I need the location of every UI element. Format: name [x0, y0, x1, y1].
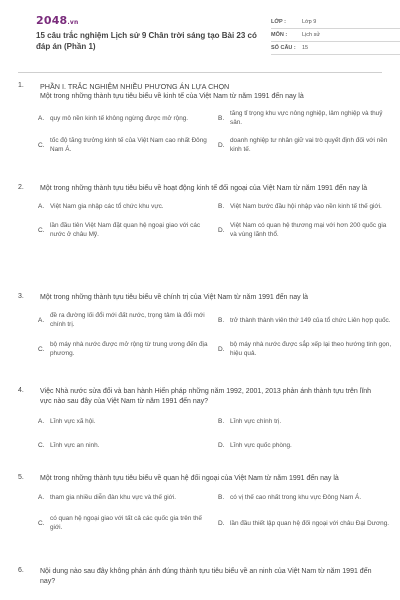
option-b[interactable]	[218, 109, 394, 127]
question-4	[18, 387, 382, 450]
meta-row-class	[271, 16, 400, 29]
option-letter: A.	[38, 418, 45, 425]
option-text: bộ máy nhà nước được mở rộng từ trung ương đến địa phương.	[50, 341, 208, 357]
option-text: Việt Nam có quan hệ thương mại với hơn 200 quốc gia và vùng lãnh thổ.	[230, 222, 387, 238]
question-text: Một trong những thành tựu tiêu biểu về quan hệ đối ngoại của Việt Nam từ năm 1991 đến nay là	[40, 475, 339, 482]
question-1	[18, 82, 388, 154]
option-letter: D.	[218, 141, 225, 149]
option-text: có vị thế cao nhất trong khu vực Đông Nam Á.	[230, 494, 362, 501]
options	[38, 311, 392, 358]
option-d[interactable]	[218, 340, 394, 358]
question-text: Nội dung nào sau đây không phản ánh đúng thành tựu tiêu biểu về an ninh của Việt Nam từ năm 1991 đến nay?	[40, 568, 372, 585]
option-b[interactable]	[218, 417, 394, 426]
question-number: 4.	[18, 387, 24, 394]
option-text: đề ra đường lối đổi mới đất nước, trọng tâm là đổi mới chính trị.	[50, 312, 205, 328]
option-text: Việt Nam gia nhập các tổ chức khu vực.	[50, 203, 164, 210]
option-text: Việt Nam bước đầu hội nhập vào nền kinh tế thế giới.	[230, 203, 382, 210]
meta-value: 15	[302, 45, 309, 51]
option-letter: D.	[218, 519, 225, 527]
option-letter: D.	[218, 345, 225, 353]
option-c[interactable]	[38, 221, 214, 239]
options	[38, 109, 388, 154]
question-text: Một trong những thành tựu tiêu biểu về hoạt động kinh tế đối ngoại của Việt Nam từ năm 1991 đến nay là	[40, 185, 368, 192]
option-letter: A.	[38, 203, 45, 210]
meta-table	[271, 16, 400, 55]
option-letter: C.	[38, 226, 45, 234]
logo-suffix: .vn	[67, 19, 79, 26]
option-a[interactable]	[38, 109, 214, 127]
option-text: doanh nghiệp tư nhân giữ vai trò quyết định đối với nền kinh tế.	[230, 137, 388, 153]
option-c[interactable]	[38, 514, 214, 532]
document-title: 15 câu trắc nghiệm Lịch sử 9 Chân trời sáng tạo Bài 23 có đáp án (Phần 1)	[36, 31, 257, 51]
option-text: có quan hệ ngoại giao với tất cả các quốc gia trên thế giới.	[50, 515, 202, 531]
site-logo[interactable]	[36, 14, 78, 27]
option-text: Lĩnh vực quốc phòng.	[230, 442, 292, 449]
option-text: Lĩnh vực xã hội.	[50, 418, 96, 425]
question-2	[18, 184, 387, 239]
options	[38, 493, 390, 532]
option-a[interactable]	[38, 202, 214, 211]
option-text: tham gia nhiều diễn đàn khu vực và thế giới.	[50, 494, 177, 501]
meta-row-subject	[271, 29, 400, 42]
option-letter: A.	[38, 494, 45, 501]
options	[38, 202, 387, 239]
meta-row-count	[271, 42, 400, 55]
meta-value: Lịch sử	[302, 32, 321, 38]
header-divider	[18, 72, 382, 73]
question-text: Việc Nhà nước sửa đổi và ban hành Hiến pháp những năm 1992, 2001, 2013 phản ánh thành tựu trên lĩnh vực nào sau đây của Việt Nam từ năm 1991 đến nay?	[40, 388, 372, 405]
question-3	[18, 293, 392, 358]
question-number: 1.	[18, 82, 24, 89]
meta-value: Lớp 9	[302, 19, 317, 25]
option-text: tăng tỉ trọng khu vực nông nghiệp, lâm nghiệp và thuỷ sản.	[230, 110, 383, 126]
option-c[interactable]	[38, 340, 214, 358]
meta-label: SỐ CÂU :	[271, 45, 296, 51]
option-d[interactable]	[218, 221, 394, 239]
question-number: 3.	[18, 293, 24, 300]
question-5	[18, 474, 390, 532]
option-d[interactable]	[218, 514, 394, 532]
logo-main: 2048	[36, 14, 68, 27]
meta-label: LỚP :	[271, 19, 286, 25]
option-a[interactable]	[38, 417, 214, 426]
option-a[interactable]	[38, 311, 214, 329]
option-text: lần đầu thiết lập quan hệ đối ngoại với châu Đại Dương.	[230, 519, 390, 527]
option-text: tốc độ tăng trưởng kinh tế của Việt Nam cao nhất Đông Nam Á.	[50, 137, 207, 153]
option-letter: B.	[218, 114, 225, 122]
document-header	[18, 0, 382, 66]
option-b[interactable]	[218, 311, 394, 329]
question-number: 2.	[18, 184, 24, 191]
option-letter: B.	[218, 494, 225, 501]
option-c[interactable]	[38, 136, 214, 154]
option-letter: B.	[218, 316, 225, 324]
question-6	[18, 567, 382, 587]
option-d[interactable]	[218, 136, 394, 154]
option-b[interactable]	[218, 202, 394, 211]
option-text: trở thành thành viên thứ 149 của tổ chức Liên hợp quốc.	[230, 316, 391, 324]
options	[38, 417, 382, 450]
option-d[interactable]	[218, 441, 394, 450]
option-c[interactable]	[38, 441, 214, 450]
option-letter: D.	[218, 442, 225, 449]
question-number: 5.	[18, 474, 24, 481]
meta-label: MÔN :	[271, 32, 288, 38]
option-text: quy mô nền kinh tế không ngừng được mở rộng.	[50, 114, 189, 122]
part-title: PHẦN I. TRẮC NGHIỆM NHIỀU PHƯƠNG ÁN LỰA CHỌN	[40, 82, 230, 91]
option-text: bộ máy nhà nước được sắp xếp lại theo hướng tinh gọn, hiệu quả.	[230, 341, 392, 357]
option-letter: C.	[38, 345, 45, 353]
option-letter: C.	[38, 442, 45, 449]
question-number: 6.	[18, 567, 24, 574]
option-letter: D.	[218, 226, 225, 234]
option-text: lần đầu tiên Việt Nam đặt quan hệ ngoại giao với các nước ở châu Mỹ.	[50, 222, 201, 238]
option-a[interactable]	[38, 493, 214, 502]
option-letter: C.	[38, 141, 45, 149]
option-letter: A.	[38, 114, 45, 122]
option-letter: B.	[218, 418, 225, 425]
option-letter: B.	[218, 203, 225, 210]
option-letter: C.	[38, 519, 45, 527]
option-b[interactable]	[218, 493, 394, 502]
option-text: Lĩnh vực an ninh.	[50, 442, 100, 449]
question-text: Một trong những thành tựu tiêu biểu về kinh tế của Việt Nam từ năm 1991 đến nay là	[40, 93, 304, 100]
option-text: Lĩnh vực chính trị.	[230, 418, 282, 425]
question-text: Một trong những thành tựu tiêu biểu về chính trị của Việt Nam từ năm 1991 đến nay là	[40, 294, 309, 301]
option-letter: A.	[38, 316, 45, 324]
